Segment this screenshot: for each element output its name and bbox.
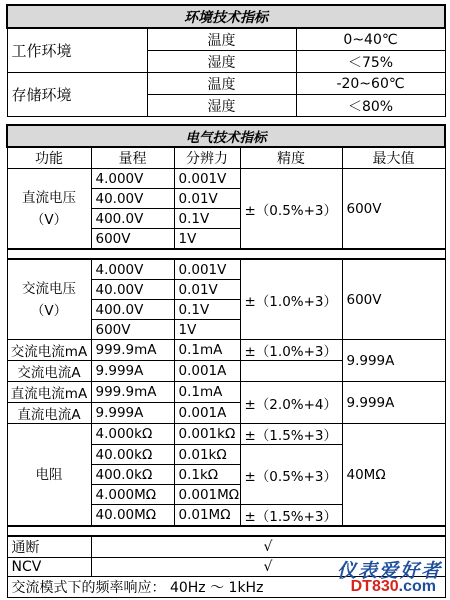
res-range-5: 40.00MΩ xyxy=(91,505,174,527)
dcv-range-2: 40.00V xyxy=(91,189,174,209)
freq-response: 交流模式下的频率响应： 40Hz ～ 1kHz xyxy=(7,577,445,598)
res-range-2: 40.00kΩ xyxy=(91,445,174,465)
aca-a-range: 9.999A xyxy=(91,361,174,382)
acv-range-4: 600V xyxy=(91,320,174,340)
environment-title: 环境技术指标 xyxy=(7,5,445,28)
acv-res-3: 0.1V xyxy=(174,300,240,320)
storage-hum-value: ＜80% xyxy=(296,95,445,117)
watermark-domain-red: DT830 xyxy=(350,578,399,595)
aca-ma-range: 999.9mA xyxy=(91,340,174,361)
storage-temp-value: -20~60℃ xyxy=(296,73,445,95)
aca-ma-res: 0.1mA xyxy=(174,340,240,361)
continuity-check: √ xyxy=(91,536,445,558)
work-env-label: 工作环境 xyxy=(7,28,147,73)
res-res-4: 0.001MΩ xyxy=(174,485,240,505)
dca-accuracy: ±（2.0%+4） xyxy=(240,382,342,424)
acv-res-2: 0.01V xyxy=(174,280,240,300)
acv-res-1: 0.001V xyxy=(174,259,240,280)
aca-ma-label: 交流电流mA xyxy=(7,340,91,361)
continuity-label: 通断 xyxy=(7,536,91,558)
res-accuracy-mid: ±（0.5%+3） xyxy=(240,445,342,505)
res-range-1: 4.000kΩ xyxy=(91,424,174,445)
header-accuracy: 精度 xyxy=(240,147,342,169)
res-accuracy-5: ±（1.5%+3） xyxy=(240,505,342,527)
aca-a-label: 交流电流A xyxy=(7,361,91,382)
res-function: 电阻 xyxy=(7,424,91,527)
spec-sheet xyxy=(6,4,444,598)
dcv-function xyxy=(7,169,91,250)
storage-hum-label: 湿度 xyxy=(147,95,296,117)
dcv-range-1: 4.000V xyxy=(91,169,174,189)
environment-table xyxy=(6,4,446,117)
electrical-table xyxy=(6,124,446,598)
dca-ma-range: 999.9mA xyxy=(91,382,174,403)
res-max: 40MΩ xyxy=(342,424,445,527)
watermark-domain-blue: .com xyxy=(398,578,436,595)
acv-range-2: 40.00V xyxy=(91,280,174,300)
dca-max: 9.999A xyxy=(342,382,445,424)
dcv-range-4: 600V xyxy=(91,229,174,250)
dcv-unit: （V） xyxy=(30,211,68,228)
res-accuracy-1: ±（1.5%+3） xyxy=(240,424,342,445)
res-res-3: 0.1kΩ xyxy=(174,465,240,485)
work-temp-label: 温度 xyxy=(147,28,296,51)
work-temp-value: 0~40℃ xyxy=(296,28,445,51)
dca-ma-label: 直流电流mA xyxy=(7,382,91,403)
work-hum-value: ＜75% xyxy=(296,51,445,73)
dcv-label: 直流电压 xyxy=(22,189,76,206)
header-resolution: 分辨力 xyxy=(174,147,240,169)
acv-range-1: 4.000V xyxy=(91,259,174,280)
res-range-4: 4.000MΩ xyxy=(91,485,174,505)
acv-max: 600V xyxy=(342,259,445,340)
aca-a-accuracy-empty xyxy=(240,361,342,382)
res-range-3: 400.0kΩ xyxy=(91,465,174,485)
watermark-text: 仪表爱好者 xyxy=(336,560,442,582)
acv-label: 交流电压 xyxy=(22,280,76,297)
acv-range-3: 400.0V xyxy=(91,300,174,320)
dca-a-label: 直流电流A xyxy=(7,403,91,424)
res-res-1: 0.001kΩ xyxy=(174,424,240,445)
acv-unit: （V） xyxy=(30,302,68,319)
header-function: 功能 xyxy=(7,147,91,169)
aca-a-res: 0.001A xyxy=(174,361,240,382)
dca-a-res: 0.001A xyxy=(174,403,240,424)
section-divider xyxy=(7,249,445,259)
dcv-range-3: 400.0V xyxy=(91,209,174,229)
ncv-check: √ xyxy=(91,558,445,577)
dcv-res-1: 0.001V xyxy=(174,169,240,189)
aca-max: 9.999A xyxy=(342,340,445,382)
dca-ma-res: 0.1mA xyxy=(174,382,240,403)
header-range: 量程 xyxy=(91,147,174,169)
header-max: 最大值 xyxy=(342,147,445,169)
acv-res-4: 1V xyxy=(174,320,240,340)
dcv-res-4: 1V xyxy=(174,229,240,250)
ncv-label: NCV xyxy=(7,558,91,577)
dcv-res-3: 0.1V xyxy=(174,209,240,229)
acv-accuracy: ±（1.0%+3） xyxy=(240,259,342,340)
res-res-5: 0.01MΩ xyxy=(174,505,240,527)
storage-env-label: 存储环境 xyxy=(7,73,147,117)
res-res-2: 0.01kΩ xyxy=(174,445,240,465)
aca-accuracy: ±（1.0%+3） xyxy=(240,340,342,361)
acv-function xyxy=(7,259,91,340)
section-divider-2 xyxy=(7,526,445,536)
work-hum-label: 湿度 xyxy=(147,51,296,73)
watermark-domain xyxy=(351,578,436,596)
storage-temp-label: 温度 xyxy=(147,73,296,95)
electrical-title: 电气技术指标 xyxy=(7,125,445,147)
dcv-accuracy: ±（0.5%+3） xyxy=(240,169,342,250)
dcv-max: 600V xyxy=(342,169,445,250)
dca-a-range: 9.999A xyxy=(91,403,174,424)
dcv-res-2: 0.01V xyxy=(174,189,240,209)
